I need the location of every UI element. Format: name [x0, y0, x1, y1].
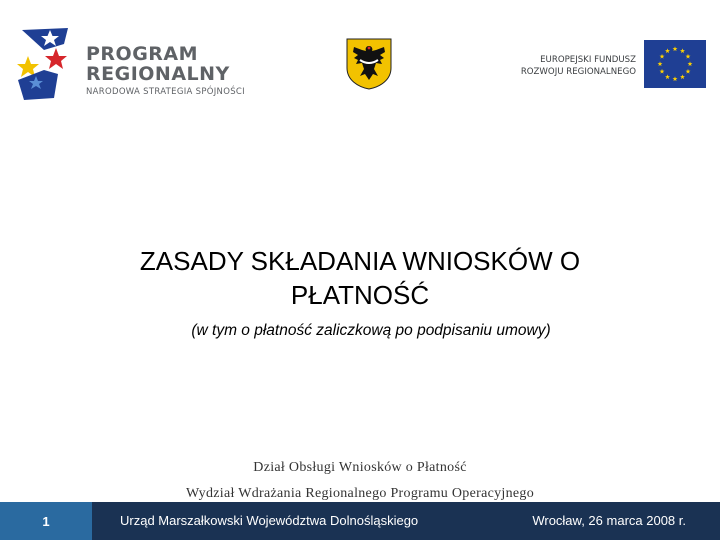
program-logo-line1: PROGRAM — [86, 43, 199, 65]
department-name: Dział Obsługi Wniosków o Płatność — [253, 460, 467, 475]
program-logo-line2: REGIONALNY — [86, 63, 230, 85]
page-number: 1 — [42, 513, 50, 529]
eu-fund-line2: ROZWOJU REGIONALNEGO — [520, 67, 636, 77]
lower-silesia-coat-of-arms-icon — [346, 38, 392, 90]
eu-fund-logo-text — [506, 54, 636, 78]
program-logo-text — [86, 44, 245, 97]
slide-subtitle: (w tym o płatność zaliczkową po podpisaniu umowy) — [191, 322, 551, 339]
footer-organization: Urząd Marszałkowski Województwa Dolnośląskiego — [120, 513, 419, 528]
eu-flag-icon — [644, 40, 706, 88]
division-name: Wydział Wdrażania Regionalnego Programu Operacyjnego — [185, 486, 535, 501]
slide-title — [60, 244, 660, 312]
slide-title-line2: PŁATNOŚĆ — [290, 280, 430, 310]
slide-footer — [0, 502, 720, 540]
footer-date: Wrocław, 26 marca 2008 r. — [532, 513, 686, 528]
program-regionalny-logo — [14, 24, 274, 104]
program-logo-line3: NARODOWA STRATEGIA SPÓJNOŚCI — [86, 87, 245, 97]
slide-header — [0, 0, 720, 120]
page-number-box — [0, 502, 92, 540]
eu-fund-line1: EUROPEJSKI FUNDUSZ — [540, 55, 636, 65]
star-flag-icon — [14, 24, 78, 104]
slide-title-line1: ZASADY SKŁADANIA WNIOSKÓW O — [139, 246, 581, 276]
